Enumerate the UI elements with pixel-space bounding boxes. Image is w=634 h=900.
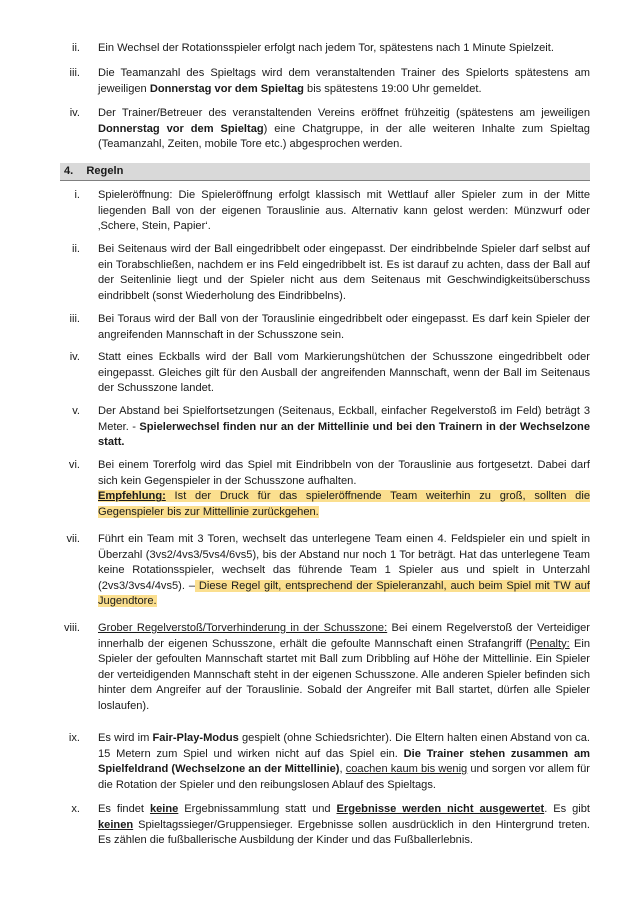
section-heading <box>60 163 590 180</box>
item-text: Die Teamanzahl des Spieltags wird dem veranstaltenden Trainer des Spielorts spätestens am jeweiligen Donnerstag vor dem Spieltag bis spätestens 19:00 Uhr gemeldet. <box>98 67 590 95</box>
section-divider <box>60 180 590 181</box>
rule-text: Grober Regelverstoß/Torverhinderung in der Schusszone: Bei einem Regelverstoß der Verteidiger innerhalb der eigenen Schusszone, erhält die gefoulte Mannschaft einen Strafangriff (Penalty: Ein Spieler der gefoulten Mannschaft startet mit Ball zum Dribbling auf Höhe der Mittellinie. Ein Spieler der verteidigenden Mannschaft steht in der eigenen Schusszone. Alle anderen Spieler befinden sich hinter dem Angreifer auf der Torauslinie. Sobald der Angreifer mit Ball startet, dürfen alle Spieler loslaufen). <box>98 622 591 712</box>
rule-text: Der Abstand bei Spielfortsetzungen (Seitenaus, Eckball, einfacher Regelverstoß im Feld) beträgt 3 Meter. - Spielerwechsel finden nur an der Mittellinie und bei den Trainern in der Wechselzone statt. <box>98 405 590 449</box>
rule-number: x. <box>71 803 80 815</box>
item-number: ii. <box>71 42 80 54</box>
rule-number: v. <box>72 405 80 417</box>
highlighted-note: Diese Regel gilt, entsprechend der Spieleranzahl, auch beim Spiel mit TW auf Jugendtore. <box>98 579 591 608</box>
rule-number: viii. <box>63 622 80 634</box>
rule-text: Führt ein Team mit 3 Toren, wechselt das unterlegene Team einen 4. Feldspieler ein und spielt in Überzahl (3vs2/4vs3/5vs4/6vs5), bis der Abstand nur noch 1 Tor beträgt. Hat das unterlegene Team keine Rotationsspieler, wechselt das führende Team 1 Spieler aus und spielt in Unterzahl (2vs3/3vs4/4vs5). – Diese Regel gilt, entsprechend der Spieleranzahl, auch beim Spiel mit TW auf Jugendtore. <box>98 533 591 608</box>
rule-text: Es findet keine Ergebnissammlung statt und Ergebnisse werden nicht ausgewertet. Es gibt keinen Spieltagssieger/Gruppensieger. Ergebnisse sollen ausdrücklich in den Hintergrund treten. Es zählen die fußballerische Ausbildung der Kinder und das Fußballerlebnis. <box>98 803 590 847</box>
rule-text: Bei Seitenaus wird der Ball eingedribbelt oder eingepasst. Der eindribbelnde Spieler darf selbst auf ein Torabschließen, nachdem er ins Feld eingedribbelt ist. Es ist darauf zu achten, dass der Ball auf der Seitenlinie liegt und der Spieler nicht aus dem Seitenaus mit Geschwindigkeitsüberschuss eindribbelt (sonst Wiederholung des Eindribbelns). <box>98 243 590 302</box>
rule-text: Spieleröffnung: Die Spieleröffnung erfolgt klassisch mit Wettlauf aller Spieler zum in der Mitte liegenden Ball von der eigenen Torauslinie aus. Alternativ kann gelost werden: Münzwurf oder ‚Schere, Stein, Papier‘. <box>98 189 590 233</box>
item-number: iii. <box>69 67 80 79</box>
section-title: Regeln <box>86 165 124 177</box>
rule-text: Statt eines Eckballs wird der Ball vom Markierungshütchen der Schusszone eingedribbelt oder eingepasst. Gleiches gilt für den Ausball der angreifenden Mannschaft, wenn der Ball im Seitenaus der Schusszone landet. <box>98 351 590 395</box>
recommendation-label: Empfehlung: <box>98 490 166 503</box>
rule-number: ii. <box>71 243 80 255</box>
rule-number: i. <box>74 189 80 201</box>
rule-text: Bei einem Torerfolg wird das Spiel mit Eindribbeln von der Torauslinie aus fortgesetzt. Dabei darf sich kein Gegenspieler in der Schusszone aufhalten. Empfehlung: Ist der Druck für das spieleröffnende Team weiterhin zu groß, sollten die Gegenspieler bis zur Mittellinie zurückgehen. <box>98 459 590 518</box>
item-number: iv. <box>69 107 80 119</box>
rule-number: iii. <box>69 313 80 325</box>
section-number: 4. <box>64 165 74 177</box>
rule-number: ix. <box>68 732 80 744</box>
rule-number: iv. <box>69 351 80 363</box>
rule-number: vii. <box>66 533 80 545</box>
rule-text: Es wird im Fair-Play-Modus gespielt (ohne Schiedsrichter). Die Eltern halten einen Abstand von ca. 15 Metern zum Spiel und wirken nicht auf das Spiel ein. Die Trainer stehen zusammen am Spielfeldrand (Wechselzone an der Mittellinie), coachen kaum bis wenig und sorgen vor allem für die Rotation der Spieler und den reibungslosen Ablauf des Spieltags. <box>98 732 590 791</box>
rule-text: Bei Toraus wird der Ball von der Torauslinie eingedribbelt oder eingepasst. Es darf kein Spieler der angreifenden Mannschaft in der Schusszone sein. <box>98 313 590 341</box>
item-text: Ein Wechsel der Rotationsspieler erfolgt nach jedem Tor, spätestens nach 1 Minute Spielzeit. <box>98 42 554 54</box>
item-text: Der Trainer/Betreuer des veranstaltenden Vereins eröffnet frühzeitig (spätestens am jeweiligen Donnerstag vor dem Spieltag) eine Chatgruppe, in der alle weiteren Inhalte zum Spieltag (Teamanzahl, Zeiten, mobile Tore etc.) abgesprochen werden. <box>98 107 590 151</box>
rule-number: vi. <box>68 459 80 471</box>
